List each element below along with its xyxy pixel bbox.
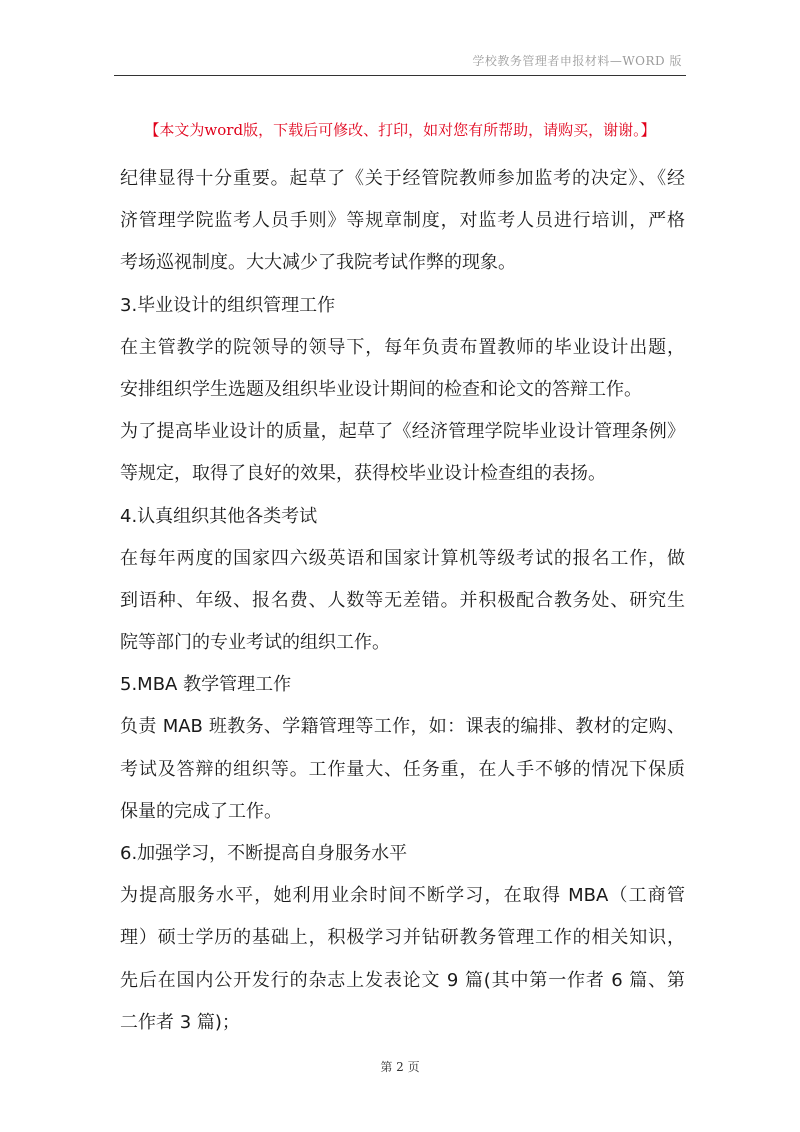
text-line: 考场巡视制度。大大减少了我院考试作弊的现象。 xyxy=(120,252,516,274)
text-line: 为了提高毕业设计的质量，起草了《经济管理学院毕业设计管理条例》 xyxy=(120,421,685,443)
text-line: 理）硕士学历的基础上，积极学习并钻研教务管理工作的相关知识， xyxy=(120,927,685,949)
page-number: 第 2 页 xyxy=(380,1060,420,1074)
section-heading: 5.MBA 教学管理工作 xyxy=(120,674,292,696)
body-text xyxy=(120,158,685,1044)
text-line: 等规定，取得了良好的效果，获得校毕业设计检查组的表扬。 xyxy=(120,463,606,485)
text-line: 济管理学院监考人员手则》等规章制度，对监考人员进行培训，严格 xyxy=(120,210,685,232)
text-line: 先后在国内公开发行的杂志上发表论文 9 篇(其中第一作者 6 篇、第 xyxy=(120,969,685,991)
text-line: 院等部门的专业考试的组织工作。 xyxy=(120,632,390,654)
text-line: 纪律显得十分重要。起草了《关于经管院教师参加监考的决定》、《经 xyxy=(120,168,685,189)
text-line: 负责 MAB 班教务、学籍管理等工作，如：课表的编排、教材的定购、 xyxy=(120,716,685,738)
section-heading: 6.加强学习，不断提高自身服务水平 xyxy=(120,843,408,864)
text-line: 保量的完成了工作。 xyxy=(120,800,282,822)
header-divider xyxy=(114,75,686,76)
download-notice: 【本文为word版，下载后可修改、打印，如对您有所帮助，请购买，谢谢。】 xyxy=(144,121,656,139)
text-line: 安排组织学生选题及组织毕业设计期间的检查和论文的答辩工作。 xyxy=(120,378,642,400)
text-line: 到语种、年级、报名费、人数等无差错。并积极配合教务处、研究生 xyxy=(120,589,685,611)
text-line: 考试及答辩的组织等。工作量大、任务重，在人手不够的情况下保质 xyxy=(120,758,685,780)
text-line: 在每年两度的国家四六级英语和国家计算机等级考试的报名工作，做 xyxy=(120,547,685,569)
text-line: 为提高服务水平，她利用业余时间不断学习，在取得 MBA（工商管 xyxy=(120,885,685,907)
text-line: 在主管教学的院领导的领导下，每年负责布置教师的毕业设计出题， xyxy=(120,336,685,358)
text-line: 二作者 3 篇)； xyxy=(120,1011,240,1033)
section-heading: 4.认真组织其他各类考试 xyxy=(120,505,318,527)
section-heading: 3.毕业设计的组织管理工作 xyxy=(120,294,336,316)
header-title: 学校教务管理者申报材料—WORD 版 xyxy=(472,54,682,68)
